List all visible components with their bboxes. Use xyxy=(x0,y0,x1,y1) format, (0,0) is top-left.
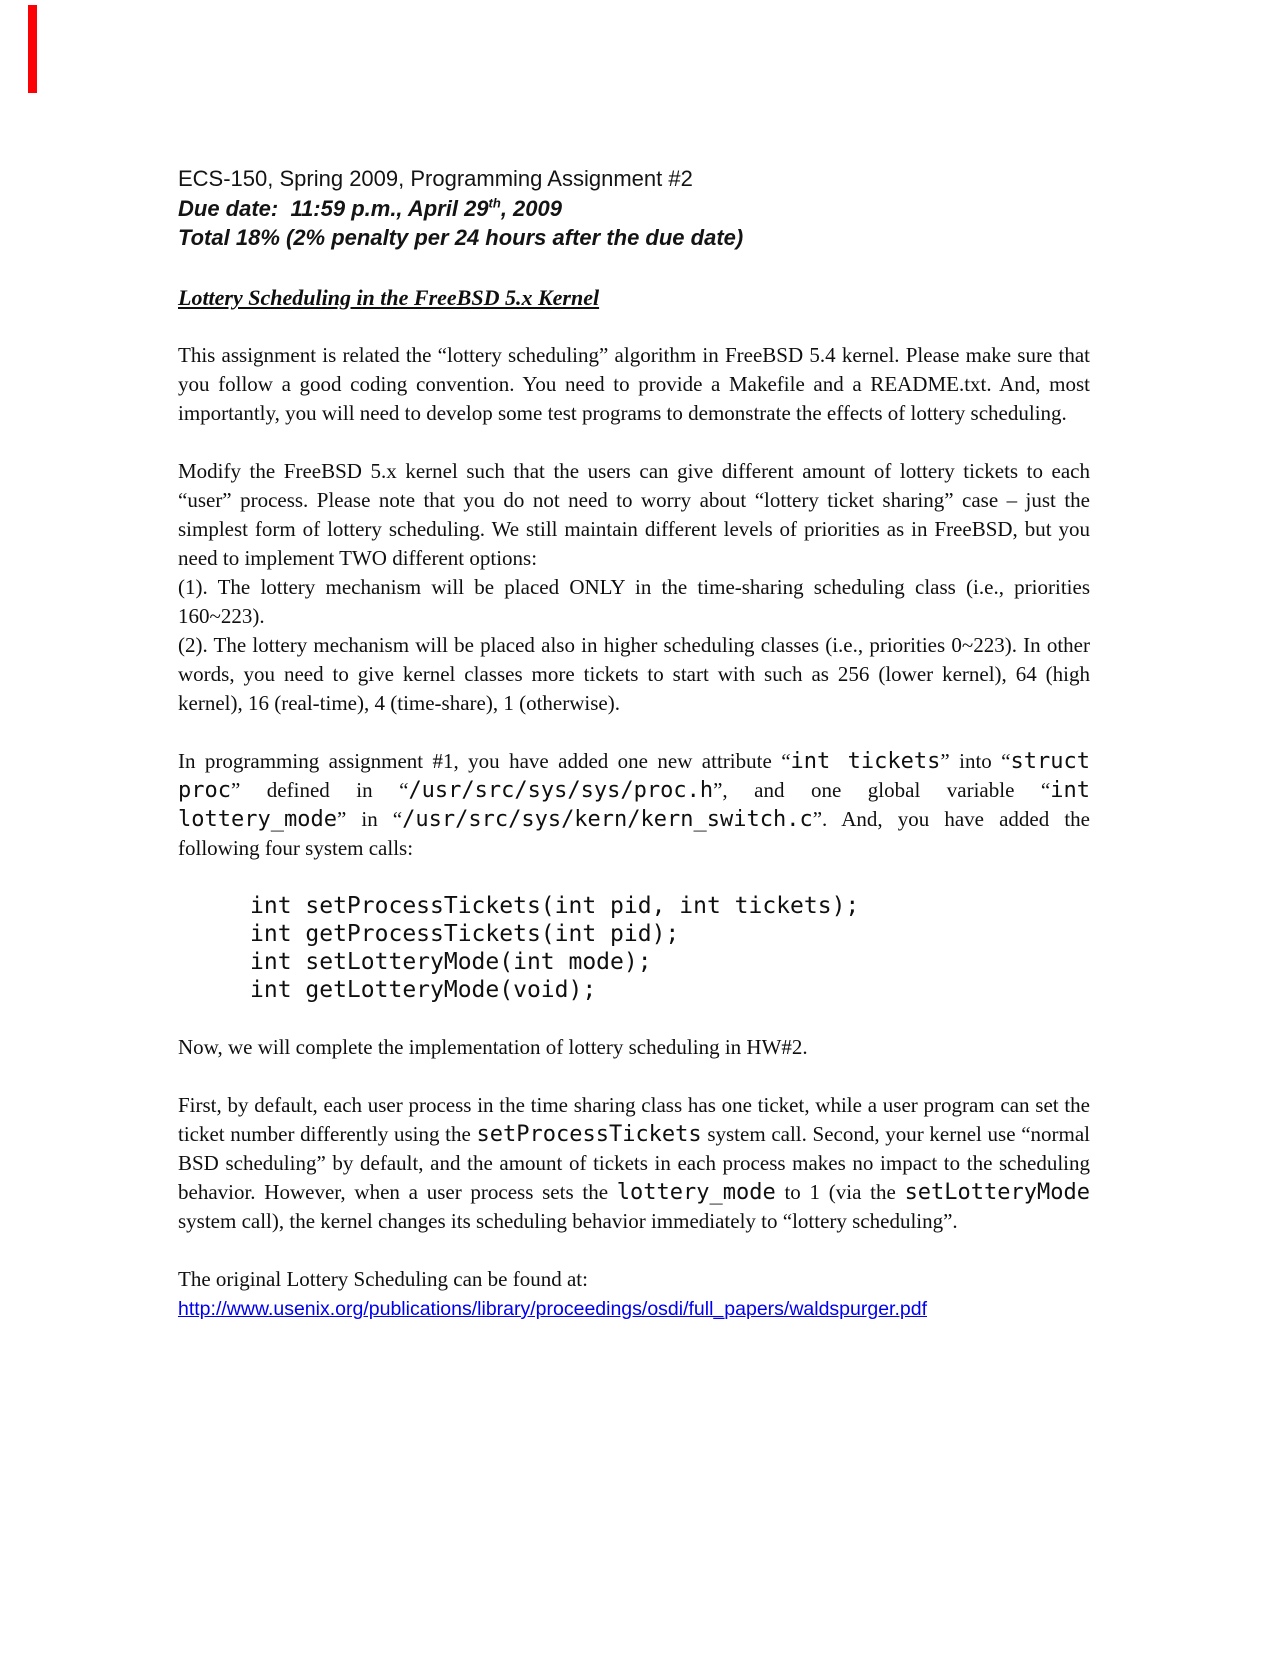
text-run: In programming assignment #1, you have added one new attribute “ xyxy=(178,749,791,773)
paragraph xyxy=(178,341,1090,428)
code-line: int setLotteryMode(int mode); xyxy=(250,949,652,975)
text-run: ” defined in “ xyxy=(230,778,409,802)
text-run: system call. Second, your kernel use “normal BSD scheduling” by default, and the amount of tickets in each process makes no impact to the scheduling behavior. However, when a user process sets the xyxy=(178,1122,1090,1204)
due-date-line xyxy=(178,194,1090,223)
due-date-ordinal: th xyxy=(488,195,501,211)
page-title: Lottery Scheduling in the FreeBSD 5.x Kernel xyxy=(178,285,600,310)
red-annotation-bar xyxy=(28,5,37,93)
text-run: ”. And, you have added the following four system calls: xyxy=(178,807,1090,860)
text-run: First, by default, each user process in the time sharing class has one ticket, while a user program can set the ticket number differently using the xyxy=(178,1093,1090,1146)
text-run: The original Lottery Scheduling can be found at: xyxy=(178,1267,588,1291)
paragraph xyxy=(178,747,1090,863)
inline-code: setProcessTickets xyxy=(476,1122,702,1147)
code-line: int setProcessTickets(int pid, int tickets); xyxy=(250,893,860,919)
paragraph xyxy=(178,1265,1090,1294)
usenix-paper-link[interactable]: http://www.usenix.org/publications/library/proceedings/osdi/full_papers/waldspurger.pdf xyxy=(178,1298,927,1320)
inline-code: lottery_mode xyxy=(616,1180,776,1205)
text-run: Modify the FreeBSD 5.x kernel such that the users can give different amount of lottery tickets to each “user” process. Please note that you do not need to worry about “lottery ticket sharing” case – just the simplest form of lottery scheduling. We still maintain different levels of priorities as in FreeBSD, but you need to implement TWO different options: xyxy=(178,459,1090,570)
text-run: (2). The lottery mechanism will be placed also in higher scheduling classes (i.e., priorities 0~223). In other words, you need to give kernel classes more tickets to start with such as 256 (lower kernel), 64 (high kernel), 16 (real-time), 4 (time-share), 1 (otherwise). xyxy=(178,633,1090,715)
text-run: This assignment is related the “lottery scheduling” algorithm in FreeBSD 5.4 kernel. Please make sure that you follow a good coding convention. You need to provide a Makefile and a README.txt. And, most importantly, you will need to develop some test programs to demonstrate the effects of lottery scheduling. xyxy=(178,343,1090,425)
inline-code: /usr/src/sys/kern/kern_switch.c xyxy=(402,807,813,832)
text-run: system call), the kernel changes its scheduling behavior immediately to “lottery scheduling”. xyxy=(178,1209,958,1233)
link-line xyxy=(178,1294,1090,1324)
text-run: to 1 (via the xyxy=(775,1180,905,1204)
text-run: (1). The lottery mechanism will be placed ONLY in the time-sharing scheduling class (i.e., priorities 160~223). xyxy=(178,575,1090,628)
paragraph xyxy=(178,1091,1090,1236)
due-date-year: , 2009 xyxy=(500,196,562,221)
course-header: ECS-150, Spring 2009, Programming Assignment #2 xyxy=(178,166,693,191)
inline-code: struct proc xyxy=(178,749,1090,803)
text-run: ”, and one global variable “ xyxy=(713,778,1051,802)
paragraph xyxy=(178,631,1090,718)
inline-code: /usr/src/sys/sys/proc.h xyxy=(408,778,714,803)
code-line: int getLotteryMode(void); xyxy=(250,977,597,1003)
text-run: Now, we will complete the implementation of lottery scheduling in HW#2. xyxy=(178,1035,808,1059)
paragraph xyxy=(178,1033,1090,1062)
total-points-line: Total 18% (2% penalty per 24 hours after the due date) xyxy=(178,225,744,250)
document-body xyxy=(178,341,1090,1324)
code-line: int getProcessTickets(int pid); xyxy=(250,921,680,947)
inline-code: int lottery_mode xyxy=(178,778,1090,832)
due-date-text: Due date: 11:59 p.m., April 29 xyxy=(178,196,489,221)
inline-code: int tickets xyxy=(790,749,941,774)
document-content xyxy=(178,163,1090,1324)
text-run: ” in “ xyxy=(336,807,403,831)
text-run: ” into “ xyxy=(940,749,1011,773)
inline-code: setLotteryMode xyxy=(904,1180,1090,1205)
paragraph xyxy=(178,573,1090,631)
code-block xyxy=(250,892,1090,1004)
paragraph xyxy=(178,457,1090,573)
